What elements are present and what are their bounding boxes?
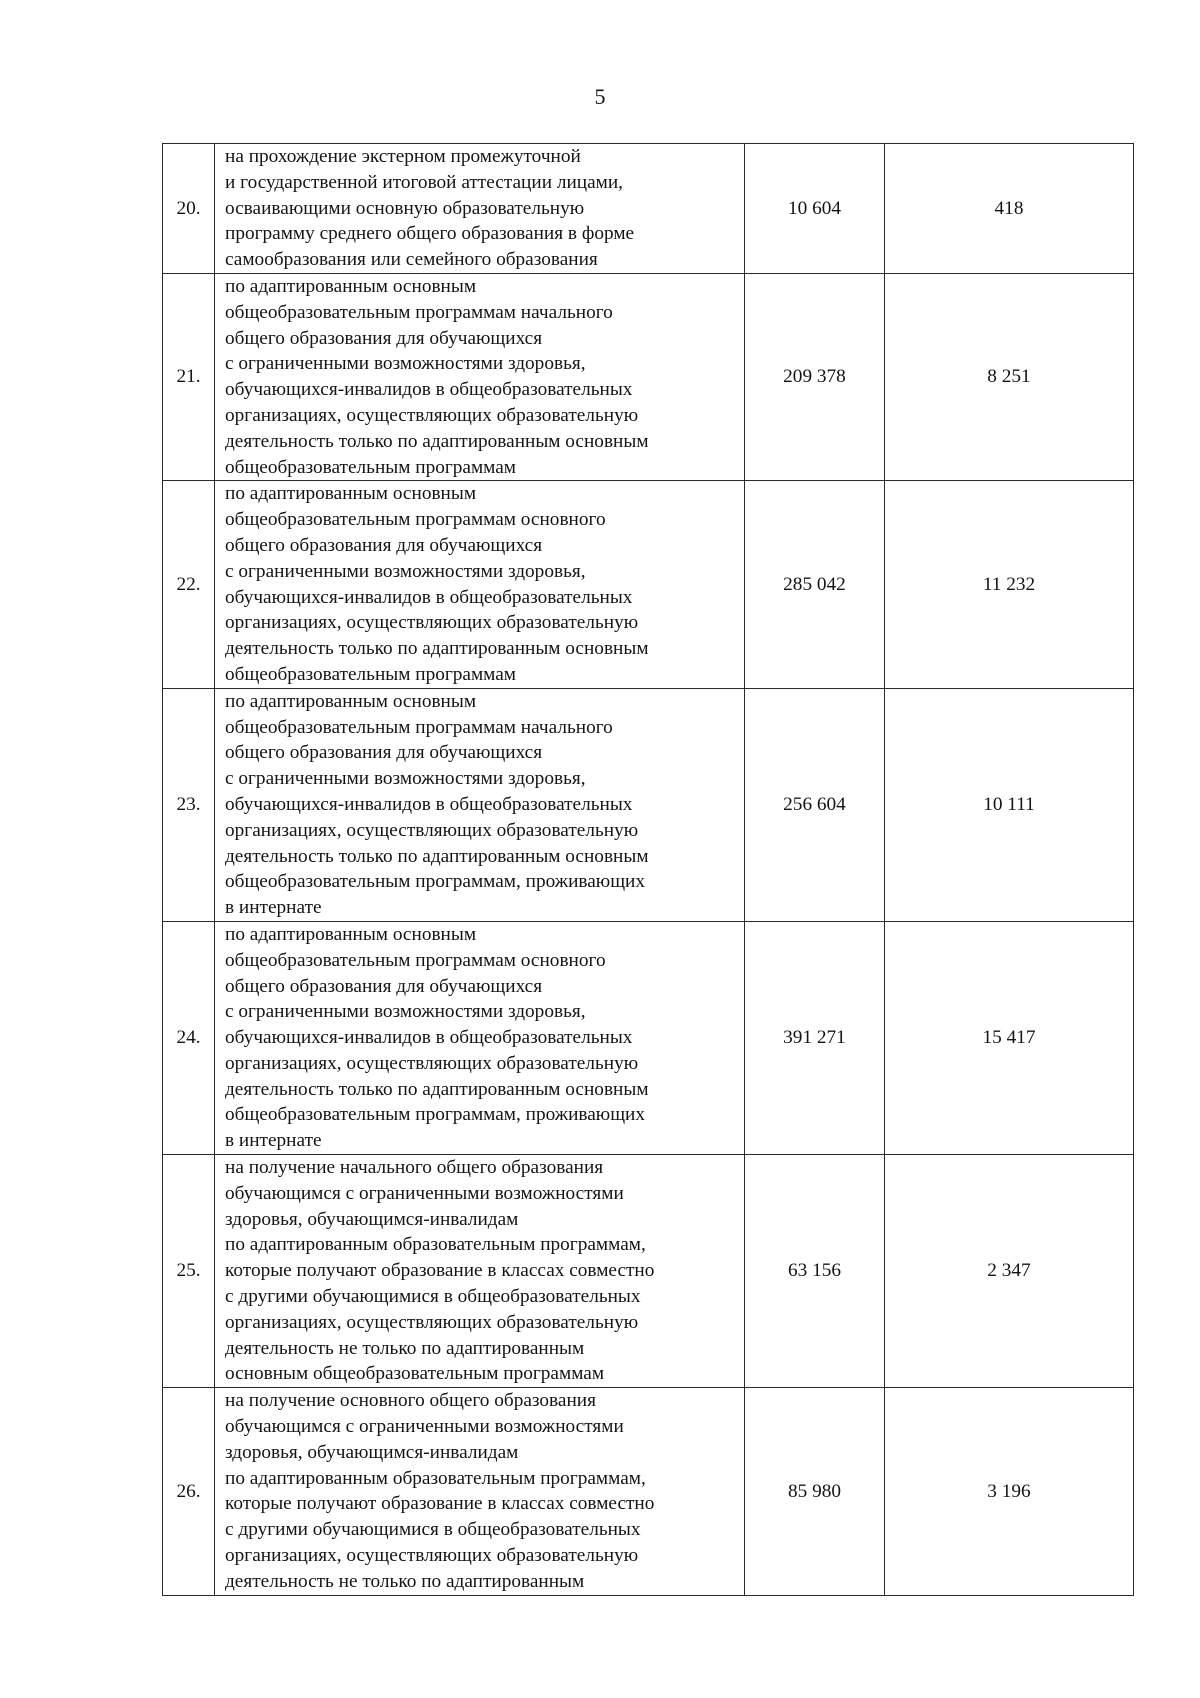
row-value-1: 10 604 [745,144,885,274]
description-line: по адаптированным образовательным программам, [225,1467,646,1489]
row-value-2: 418 [885,144,1134,274]
table-row [163,1388,1134,1595]
row-value-1: 63 156 [745,1155,885,1388]
row-value-2: 10 111 [885,688,1134,921]
row-value-2: 11 232 [885,481,1134,688]
description-line: деятельность не только по адаптированным [225,1570,585,1592]
row-number: 21. [163,273,215,480]
description-line: организациях, осуществляющих образовательную [225,404,639,426]
description-line: общего образования для обучающихся [225,975,543,997]
row-description [215,273,745,480]
description-line: организациях, осуществляющих образовательную [225,819,639,841]
row-value-1: 391 271 [745,921,885,1154]
description-line: обучающихся-инвалидов в общеобразовательных [225,586,633,608]
description-line: по адаптированным основным [225,923,477,945]
row-value-1: 285 042 [745,481,885,688]
description-line: общего образования для обучающихся [225,534,543,556]
description-line: в интернате [225,1130,322,1152]
description-line: общеобразовательным программам [225,663,516,685]
description-line: общего образования для обучающихся [225,327,543,349]
description-line: деятельность только по адаптированным основным [225,1078,649,1100]
table-row [163,921,1134,1154]
row-number: 20. [163,144,215,274]
description-line: программу среднего общего образования в форме [225,223,635,245]
table-row [163,1155,1134,1388]
row-value-1: 209 378 [745,273,885,480]
description-line: по адаптированным основным [225,275,477,297]
row-value-2: 2 347 [885,1155,1134,1388]
description-line: в интернате [225,897,322,919]
description-line: деятельность не только по адаптированным [225,1337,585,1359]
description-line: по адаптированным основным [225,483,477,505]
description-line: на получение основного общего образования [225,1390,596,1412]
description-line: с ограниченными возможностями здоровья, [225,768,586,790]
description-line: общеобразовательным программам начального [225,301,613,323]
description-line: основным общеобразовательным программам [225,1363,605,1385]
description-line: с другими обучающимися в общеобразовательных [225,1286,641,1308]
description-line: деятельность только по адаптированным основным [225,845,649,867]
row-description [215,1388,745,1595]
description-line: общеобразовательным программам [225,456,516,478]
description-line: деятельность только по адаптированным основным [225,638,649,660]
description-line: с ограниченными возможностями здоровья, [225,560,586,582]
row-description [215,1155,745,1388]
description-line: обучающихся-инвалидов в общеобразовательных [225,1027,633,1049]
description-line: обучающихся-инвалидов в общеобразовательных [225,793,633,815]
row-description [215,921,745,1154]
row-number: 26. [163,1388,215,1595]
row-number: 22. [163,481,215,688]
row-description [215,144,745,274]
row-value-1: 256 604 [745,688,885,921]
row-value-2: 8 251 [885,273,1134,480]
description-line: обучающихся-инвалидов в общеобразовательных [225,379,633,401]
description-line: общеобразовательным программам, проживающих [225,1104,646,1126]
description-line: здоровья, обучающимся-инвалидам [225,1441,519,1463]
description-line: самообразования или семейного образования [225,249,598,271]
description-line: организациях, осуществляющих образовательную [225,1052,639,1074]
table-row [163,273,1134,480]
row-value-2: 15 417 [885,921,1134,1154]
description-line: на прохождение экстерном промежуточной [225,146,581,167]
table-body [163,144,1134,1596]
description-line: общеобразовательным программам основного [225,949,606,971]
row-description [215,688,745,921]
description-line: с другими обучающимися в общеобразовательных [225,1519,641,1541]
row-description [215,481,745,688]
description-line: организациях, осуществляющих образовательную [225,1311,639,1333]
description-line: которые получают образование в классах совместно [225,1260,655,1282]
row-number: 25. [163,1155,215,1388]
description-line: деятельность только по адаптированным основным [225,430,649,452]
description-line: обучающимся с ограниченными возможностями [225,1182,624,1204]
description-line: здоровья, обучающимся-инвалидам [225,1208,519,1230]
description-line: осваивающими основную образовательную [225,197,585,219]
description-line: с ограниченными возможностями здоровья, [225,353,586,375]
row-value-2: 3 196 [885,1388,1134,1595]
description-line: общеобразовательным программам основного [225,509,606,531]
description-line: общеобразовательным программам начального [225,716,613,738]
description-line: по адаптированным основным [225,690,477,712]
data-table [162,143,1134,1596]
description-line: организациях, осуществляющих образовательную [225,612,639,634]
row-value-1: 85 980 [745,1388,885,1595]
description-line: общеобразовательным программам, проживающих [225,871,646,893]
row-number: 23. [163,688,215,921]
description-line: по адаптированным образовательным программам, [225,1234,646,1256]
description-line: общего образования для обучающихся [225,742,543,764]
description-line: обучающимся с ограниченными возможностями [225,1416,624,1438]
table-row [163,688,1134,921]
table-row [163,481,1134,688]
page-number: 5 [594,84,606,109]
description-line: организациях, осуществляющих образовательную [225,1545,639,1567]
description-line: на получение начального общего образования [225,1157,604,1179]
description-line: с ограниченными возможностями здоровья, [225,1001,586,1023]
description-line: которые получают образование в классах совместно [225,1493,655,1515]
table-row [163,144,1134,274]
description-line: и государственной итоговой аттестации лицами, [225,171,623,193]
row-number: 24. [163,921,215,1154]
